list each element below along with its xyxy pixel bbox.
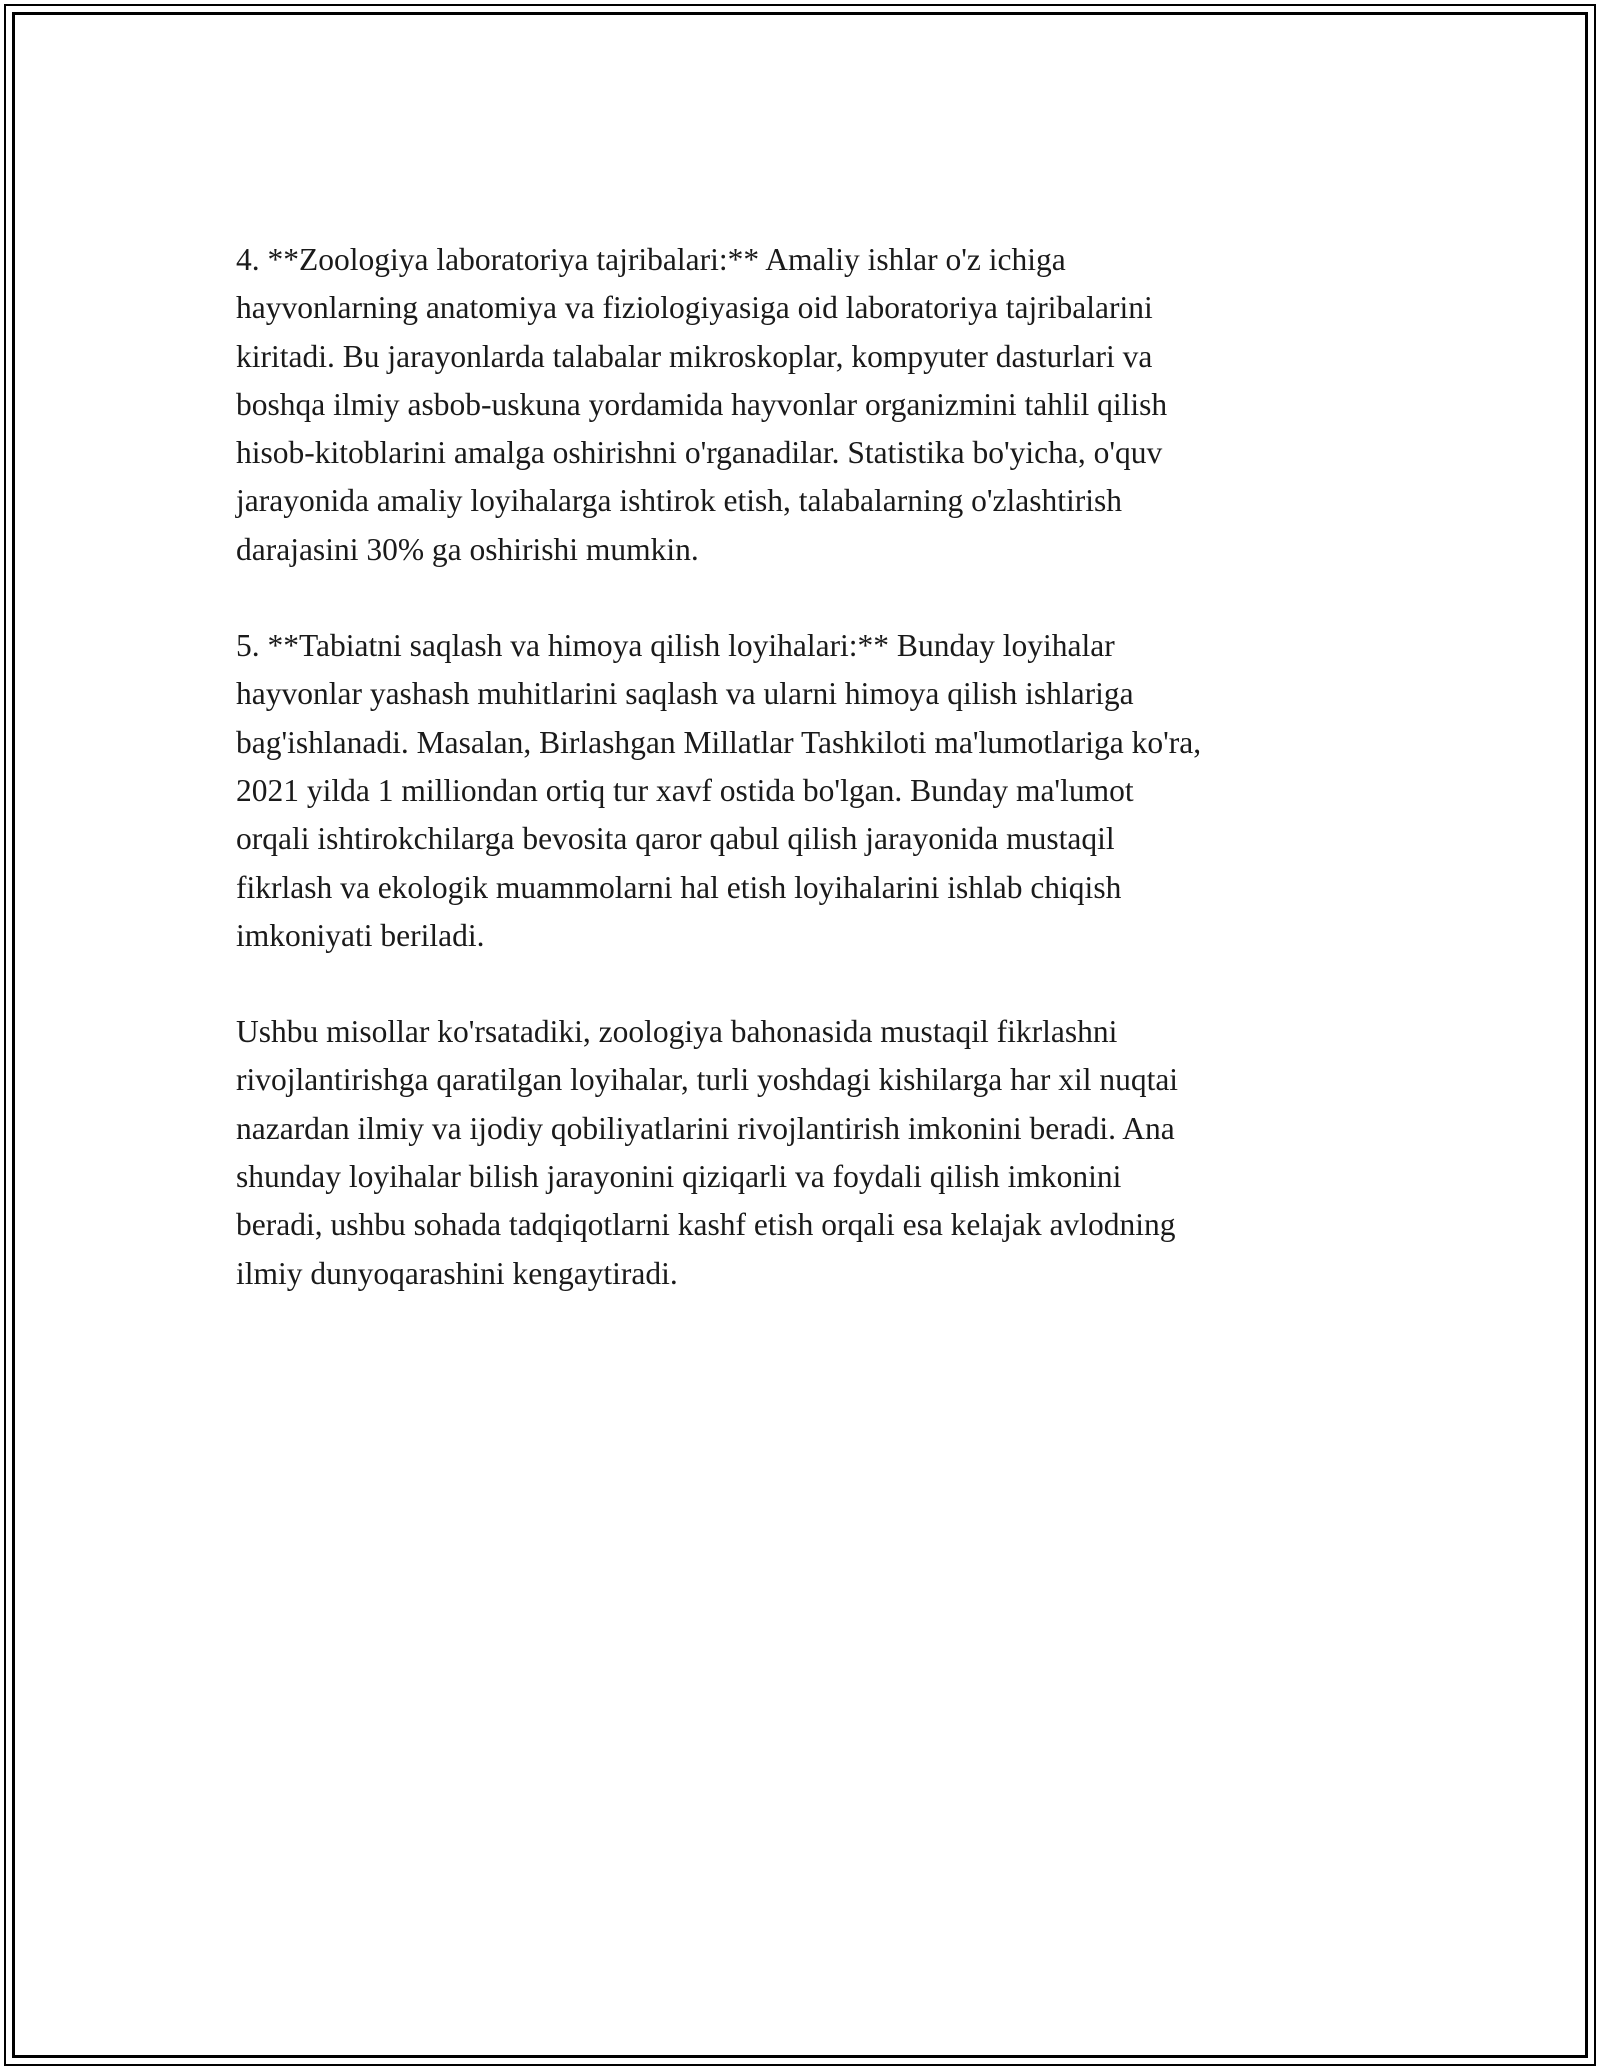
paragraph-zoology-lab xyxy=(236,236,1376,574)
text-line: 2021 yilda 1 milliondan ortiq tur xavf ostida bo'lgan. Bunday ma'lumot xyxy=(236,772,1134,808)
text-line: beradi, ushbu sohada tadqiqotlarni kashf etish orqali esa kelajak avlodning xyxy=(236,1207,1176,1243)
text-line: imkoniyati beriladi. xyxy=(236,917,485,953)
paragraph-nature-protection xyxy=(236,622,1376,960)
text-line: fikrlash va ekologik muammolarni hal etish loyihalarini ishlab chiqish xyxy=(236,869,1122,905)
text-line: nazardan ilmiy va ijodiy qobiliyatlarini rivojlantirish imkonini beradi. Ana xyxy=(236,1110,1175,1146)
text-line: shunday loyihalar bilish jarayonini qiziqarli va foydali qilish imkonini xyxy=(236,1159,1122,1195)
text-line: 5. **Tabiatni saqlash va himoya qilish loyihalari:** Bunday loyihalar xyxy=(236,628,1115,664)
text-line: orqali ishtirokchilarga bevosita qaror qabul qilish jarayonida mustaqil xyxy=(236,821,1115,857)
text-line: jarayonida amaliy loyihalarga ishtirok etish, talabalarning o'zlashtirish xyxy=(236,483,1122,519)
text-line: kiritadi. Bu jarayonlarda talabalar mikroskoplar, kompyuter dasturlari va xyxy=(236,338,1153,374)
text-line: ilmiy dunyoqarashini kengaytiradi. xyxy=(236,1255,678,1291)
text-line: bag'ishlanadi. Masalan, Birlashgan Millatlar Tashkiloti ma'lumotlariga ko'ra, xyxy=(236,724,1202,760)
text-line: hayvonlar yashash muhitlarini saqlash va ularni himoya qilish ishlariga xyxy=(236,676,1134,712)
text-line: hayvonlarning anatomiya va fiziologiyasiga oid laboratoriya tajribalarini xyxy=(236,290,1153,326)
text-line: 4. **Zoologiya laboratoriya tajribalari:** Amaliy ishlar o'z ichiga xyxy=(236,242,1066,277)
text-line: Ushbu misollar ko'rsatadiki, zoologiya bahonasida mustaqil fikrlashni xyxy=(236,1014,1118,1050)
document-body xyxy=(236,236,1376,1346)
text-line: darajasini 30% ga oshirishi mumkin. xyxy=(236,531,699,567)
text-line: rivojlantirishga qaratilgan loyihalar, turli yoshdagi kishilarga har xil nuqtai xyxy=(236,1062,1179,1098)
text-line: boshqa ilmiy asbob-uskuna yordamida hayvonlar organizmini tahlil qilish xyxy=(236,386,1168,422)
paragraph-conclusion xyxy=(236,1008,1376,1298)
text-line: hisob-kitoblarini amalga oshirishni o'rganadilar. Statistika bo'yicha, o'quv xyxy=(236,435,1163,471)
